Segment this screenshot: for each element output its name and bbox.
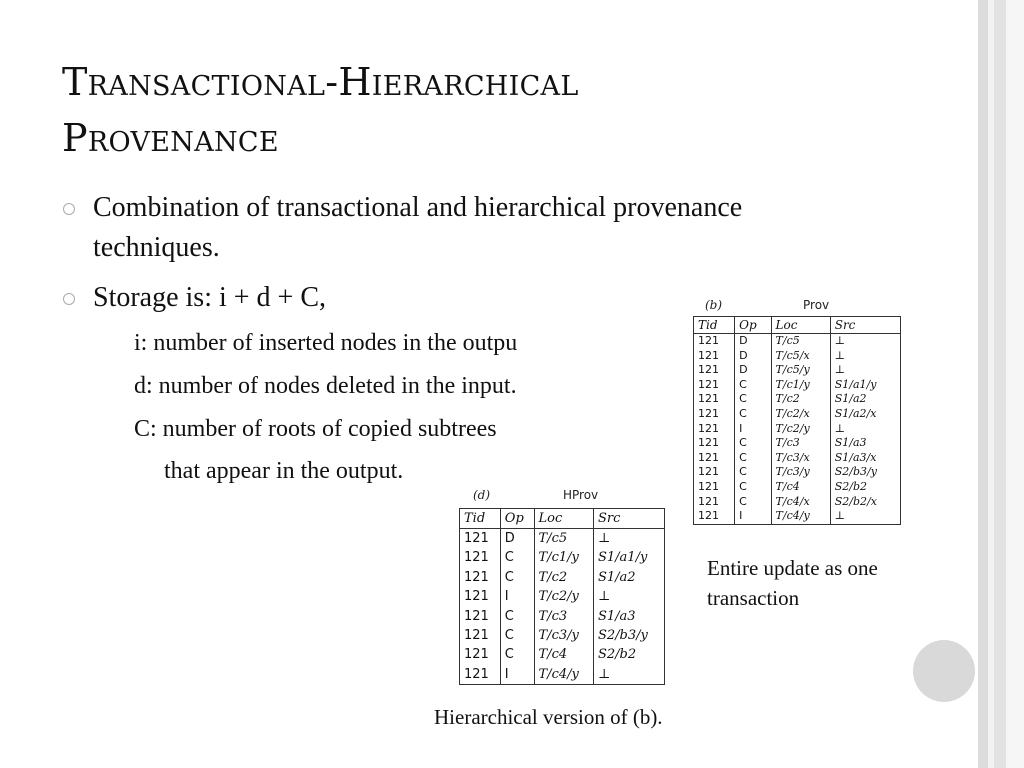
slide-title-line: Transactional-Hierarchical [62,60,579,104]
table-cell-src: S1/a2 [834,392,867,406]
column-header: Src [830,317,900,334]
table-row [694,422,901,437]
table-cell-src: S1/a2 [597,569,636,585]
table-cell-src: ⊥ [834,334,846,347]
table-cell-tid: 121 [460,607,501,626]
table-cell-src: ⊥ [597,589,611,605]
table-cell-loc: T/c5/x [771,349,830,364]
sub-item-continuation: that appear in the output. [164,458,404,484]
table-cell-op: C [500,568,534,587]
bullet-text: Storage is: i + d + C, [93,282,327,313]
table-cell-op: D [735,334,771,349]
table-cell-tid: 121 [694,495,735,510]
table-cell-tid: 121 [694,407,735,422]
table-row [694,363,901,378]
table-cell-op: C [735,407,771,422]
bullet-item [62,188,832,268]
table-row [694,495,901,510]
table-cell-op: C [500,645,534,664]
table-cell-op: C [735,451,771,466]
table-cell-src: S2/b2/x [834,494,877,508]
table-cell-loc: T/c3/x [771,451,830,466]
table-cell-loc: T/c3/y [771,465,830,480]
table-cell-loc: T/c1/y [771,378,830,393]
table-cell-loc: T/c2/y [534,587,593,606]
table-cell-loc: T/c2 [534,568,593,587]
table-cell-op: C [735,480,771,495]
table-header-row [460,509,665,529]
table-letter-label: (b) [705,298,723,312]
table-name-label: HProv [563,488,599,502]
table-cell-op: I [735,422,771,437]
table-cell-src: S2/b3/y [834,465,877,479]
table-cell-tid: 121 [460,548,501,567]
sub-item: C: number of roots of copied subtrees [134,416,497,442]
table-cell-tid: 121 [694,378,735,393]
table-cell-src: S1/a3 [834,436,867,450]
table-cell-op: C [735,436,771,451]
table-row [460,607,665,626]
table-row [460,548,665,567]
table-cell-tid: 121 [694,451,735,466]
table-row [460,665,665,685]
table-cell-src: S1/a3 [597,608,636,624]
table-row [694,378,901,393]
table-cell-op: D [500,529,534,549]
table-cell-op: C [735,392,771,407]
column-header: Tid [694,317,735,334]
decorative-rail [1006,0,1024,768]
table-cell-tid: 121 [694,465,735,480]
column-header: Tid [460,509,501,529]
table-cell-src: ⊥ [834,363,846,377]
table-row [460,626,665,645]
table-cell-src: ⊥ [834,348,846,362]
table-cell-loc: T/c5/y [771,363,830,378]
table-row [460,645,665,664]
table-cell-loc: T/c2/y [771,422,830,437]
column-header: Src [593,509,664,529]
table-cell-op: C [500,626,534,645]
bullet-circle-icon [63,203,75,215]
table-cell-op: C [735,495,771,510]
table-cell-loc: T/c5 [771,334,830,349]
table-row [694,392,901,407]
table-cell-tid: 121 [460,568,501,587]
table-cell-loc: T/c3 [771,436,830,451]
table-cell-tid: 121 [460,587,501,606]
table-row [694,465,901,480]
table-cell-loc: T/c4 [534,645,593,664]
table-row [694,436,901,451]
table-cell-src: S2/b2 [834,479,867,493]
table-cell-loc: T/c4/x [771,495,830,510]
table-cell-tid: 121 [694,363,735,378]
table-cell-op: C [500,548,534,567]
column-header: Op [735,317,771,334]
table-cell-tid: 121 [694,480,735,495]
slide-title [62,54,579,166]
table-cell-op: D [735,363,771,378]
decorative-rail [994,0,1006,768]
table-cell-src: ⊥ [834,509,846,523]
table-cell-loc: T/c2 [771,392,830,407]
table-row [460,568,665,587]
decorative-circle [913,640,975,702]
table-cell-op: I [500,587,534,606]
bullet-text: Combination of transactional and hierarchical provenance techniques. [93,192,743,263]
table-cell-op: C [735,378,771,393]
table-header-row [694,317,901,334]
table-cell-src: S2/b2 [597,647,637,663]
table-cell-op: C [500,607,534,626]
table-cell-tid: 121 [460,665,501,685]
table-row [694,509,901,524]
table-row [460,587,665,606]
table-cell-src: S1/a3/x [834,450,877,464]
table-cell-tid: 121 [694,349,735,364]
prov-table-caption: Entire update as one transaction [707,556,878,610]
table-cell-tid: 121 [460,529,501,549]
table-cell-tid: 121 [460,645,501,664]
table-cell-src: S2/b3/y [597,628,648,644]
column-header: Op [500,509,534,529]
table-cell-op: I [500,665,534,685]
sub-item: i: number of inserted nodes in the outpu [134,330,518,356]
table-cell-loc: T/c1/y [534,548,593,567]
table-cell-tid: 121 [694,509,735,524]
table-row [694,407,901,422]
table-cell-src: ⊥ [597,666,611,682]
table-cell-loc: T/c2/x [771,407,830,422]
table-name-label: Prov [803,298,830,312]
prov-table [693,316,901,525]
slide-title-line: Provenance [62,116,279,160]
table-cell-loc: T/c3 [534,607,593,626]
bullet-circle-icon [63,293,75,305]
table-cell-tid: 121 [460,626,501,645]
table-cell-loc: T/c4/y [534,665,593,685]
column-header: Loc [771,317,830,334]
table-row [694,451,901,466]
table-row [694,349,901,364]
table-row [460,529,665,549]
table-cell-loc: T/c3/y [534,626,593,645]
hprov-table-caption: Hierarchical version of (b). [434,705,663,729]
table-cell-loc: T/c4 [771,480,830,495]
column-header: Loc [534,509,593,529]
table-cell-src: ⊥ [597,531,611,546]
table-cell-op: C [735,465,771,480]
table-row [694,480,901,495]
table-cell-src: S1/a2/x [834,406,877,420]
table-cell-tid: 121 [694,334,735,349]
table-cell-tid: 121 [694,436,735,451]
table-row [694,334,901,349]
table-cell-tid: 121 [694,422,735,437]
table-cell-op: D [735,349,771,364]
table-cell-loc: T/c5 [534,529,593,549]
sub-item: d: number of nodes deleted in the input. [134,373,517,399]
table-cell-loc: T/c4/y [771,509,830,524]
table-cell-src: ⊥ [834,421,846,435]
table-cell-op: I [735,509,771,524]
hprov-table [459,508,665,685]
table-cell-src: S1/a1/y [834,377,877,391]
table-letter-label: (d) [473,488,491,502]
table-cell-tid: 121 [694,392,735,407]
decorative-rail [978,0,988,768]
table-cell-src: S1/a1/y [597,550,648,566]
